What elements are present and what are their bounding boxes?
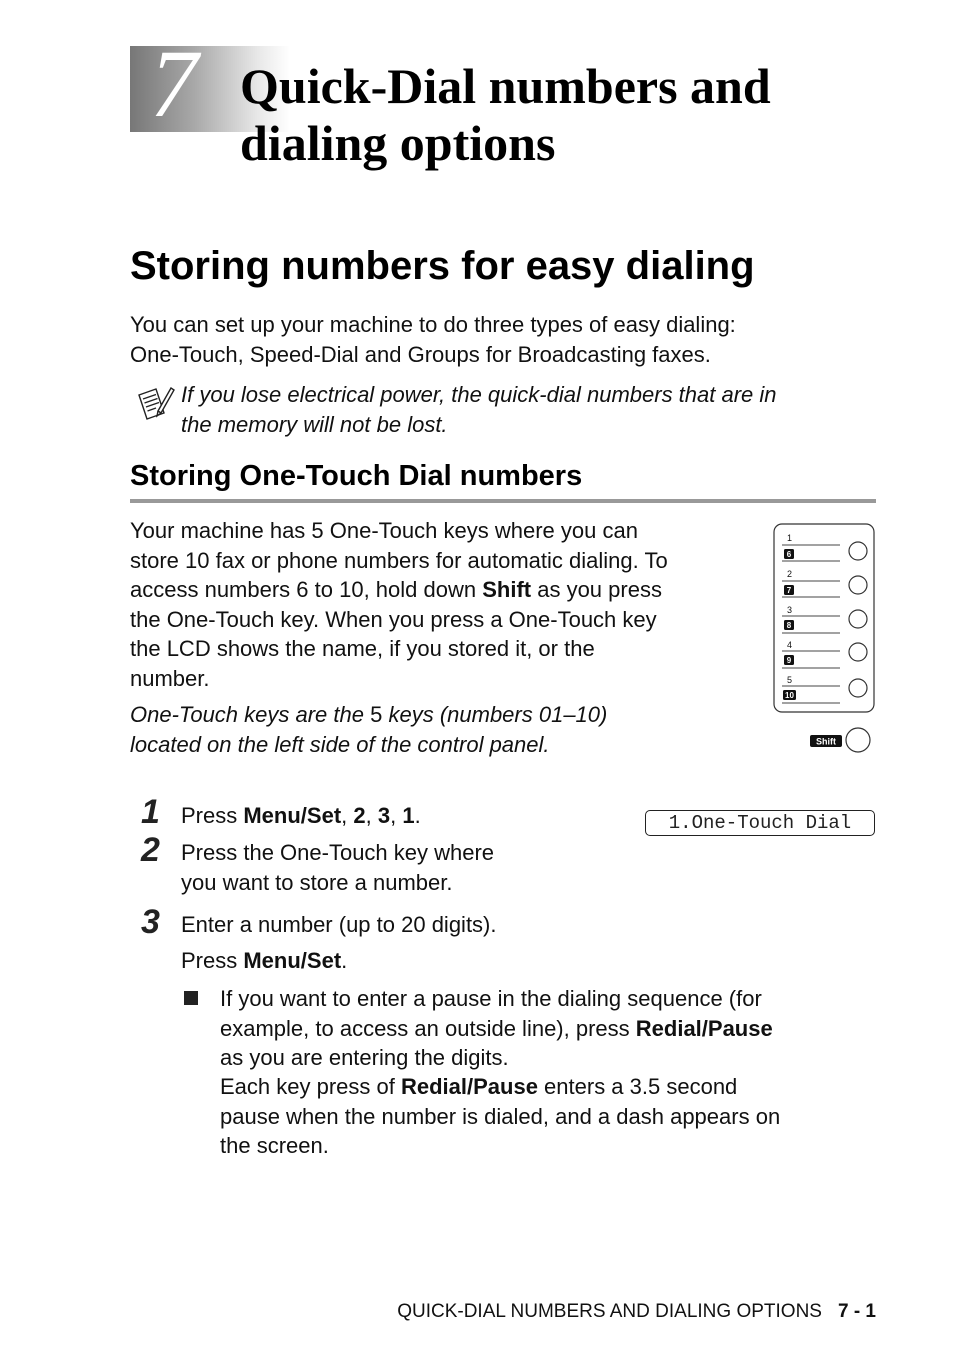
subsection-heading: Storing One-Touch Dial numbers xyxy=(130,460,583,492)
key-4-button[interactable] xyxy=(849,643,867,661)
key-1-bottom-label: 6 xyxy=(786,550,792,559)
key-4-bottom-label: 9 xyxy=(786,656,792,665)
step-1-key-3: 3 xyxy=(377,803,391,828)
note-line-2: the memory will not be lost. xyxy=(181,411,448,437)
step-3-end: . xyxy=(341,948,348,973)
intro-paragraph xyxy=(130,310,850,369)
step-1-pre: Press xyxy=(181,803,244,828)
bullet-line-4-post: enters a 3.5 second xyxy=(537,1074,738,1099)
step-1-number: 1 xyxy=(141,793,160,831)
step-2-line-2: you want to store a number. xyxy=(181,869,453,895)
key-2-bottom-label: 7 xyxy=(786,586,792,595)
bullet-line-2-pre: example, to access an outside line), press xyxy=(220,1015,636,1041)
step-1-key-1: 1 xyxy=(402,803,415,828)
footer-chapter-title: QUICK-DIAL NUMBERS AND DIALING OPTIONS xyxy=(397,1301,822,1322)
intro-line-1: You can set up your machine to do three types of easy dialing: xyxy=(130,312,736,337)
key-3-bottom-label: 8 xyxy=(786,621,792,630)
one-touch-location-note xyxy=(130,700,730,759)
key-3-top-label: 3 xyxy=(787,605,793,615)
footer-page-number: 7 - 1 xyxy=(837,1301,876,1322)
note-pencil-icon xyxy=(134,383,176,425)
key-2-button[interactable] xyxy=(849,576,867,594)
shift-button[interactable] xyxy=(846,728,870,752)
bullet-line-3: as you are entering the digits. xyxy=(220,1045,509,1070)
key-3-button[interactable] xyxy=(849,610,867,628)
key-2-top-label: 2 xyxy=(787,569,793,579)
bullet-line-2 xyxy=(220,1014,880,1044)
body-line-3-pre: access numbers 6 to 10, hold down xyxy=(130,577,483,602)
step-2-text xyxy=(181,838,581,897)
key-5-bottom-label: 10 xyxy=(785,691,794,700)
body-line-3 xyxy=(130,575,740,605)
body2-key-count: 5 xyxy=(370,702,383,727)
step-1-key-2: 2 xyxy=(353,803,366,828)
shift-key[interactable] xyxy=(810,728,870,752)
key-1-button[interactable] xyxy=(849,542,867,560)
one-touch-panel-illustration xyxy=(770,522,882,758)
body-line-2: store 10 fax or phone numbers for automatic dialing. To xyxy=(130,547,668,573)
redial-pause-key-label-2: Redial/Pause xyxy=(400,1074,538,1099)
bullet-pause-info xyxy=(220,984,880,1073)
step-3-pre: Press xyxy=(181,948,244,973)
step-1-text xyxy=(181,801,621,831)
body2-line-2: located on the left side of the control panel. xyxy=(130,731,550,757)
body-line-5: the LCD shows the name, if you stored it, or the xyxy=(130,636,595,661)
key-5-top-label: 5 xyxy=(787,675,793,685)
step-1-sep-2: , xyxy=(365,803,378,828)
bullet-square-icon xyxy=(184,991,198,1005)
step-3-line-1: Enter a number (up to 20 digits). xyxy=(181,912,497,937)
shift-key-badge-label: Shift xyxy=(816,736,836,747)
lcd-display: 1.One-Touch Dial xyxy=(645,810,875,836)
bullet-line-6: the screen. xyxy=(220,1133,329,1158)
chapter-title xyxy=(240,58,920,172)
key-5-button[interactable] xyxy=(849,679,867,697)
step-1-sep-1: , xyxy=(341,803,354,828)
step-3-line-2 xyxy=(181,946,681,976)
body-line-3-post: as you press xyxy=(531,577,662,602)
body2-line-1 xyxy=(130,700,730,730)
body-line-4: the One-Touch key. When you press a One-Touch key xyxy=(130,606,657,632)
key-4-top-label: 4 xyxy=(787,640,793,650)
chapter-title-line-2: dialing options xyxy=(240,115,556,171)
step-1-end: . xyxy=(414,803,421,828)
body-line-1: Your machine has 5 One-Touch keys where you can xyxy=(130,518,638,543)
note-text xyxy=(181,380,881,439)
body2-line-1-post: keys (numbers 01–10) xyxy=(382,702,608,727)
chapter-title-line-1: Quick-Dial numbers and xyxy=(240,58,771,114)
one-touch-description xyxy=(130,516,740,693)
body2-line-1-pre: One-Touch keys are the xyxy=(130,702,371,727)
redial-pause-key-label: Redial/Pause xyxy=(635,1015,773,1041)
note-line-1: If you lose electrical power, the quick-dial numbers that are in xyxy=(181,382,777,407)
bullet-line-5: pause when the number is dialed, and a dash appears on xyxy=(220,1103,781,1129)
chapter-number: 7 xyxy=(150,30,198,137)
bullet-line-4-pre: Each key press of xyxy=(220,1074,401,1099)
step-3-key-menu-set: Menu/Set xyxy=(243,948,342,973)
intro-line-2: One-Touch, Speed-Dial and Groups for Broadcasting faxes. xyxy=(130,341,711,367)
body-line-6: number. xyxy=(130,665,210,691)
key-1-top-label: 1 xyxy=(787,533,793,543)
step-1-key-menu-set: Menu/Set xyxy=(243,803,342,828)
bullet-pause-detail xyxy=(220,1072,880,1161)
shift-key-label: Shift xyxy=(482,577,532,602)
step-2-number: 2 xyxy=(141,831,160,869)
heading-rule xyxy=(130,499,876,503)
bullet-line-1: If you want to enter a pause in the dialing sequence (for xyxy=(220,986,762,1011)
step-2-line-1: Press the One-Touch key where xyxy=(181,840,495,865)
step-1-sep-3: , xyxy=(390,803,403,828)
page-footer xyxy=(360,1300,876,1324)
bullet-line-4 xyxy=(220,1072,880,1102)
step-3-number: 3 xyxy=(141,903,160,941)
section-heading: Storing numbers for easy dialing xyxy=(130,244,755,288)
